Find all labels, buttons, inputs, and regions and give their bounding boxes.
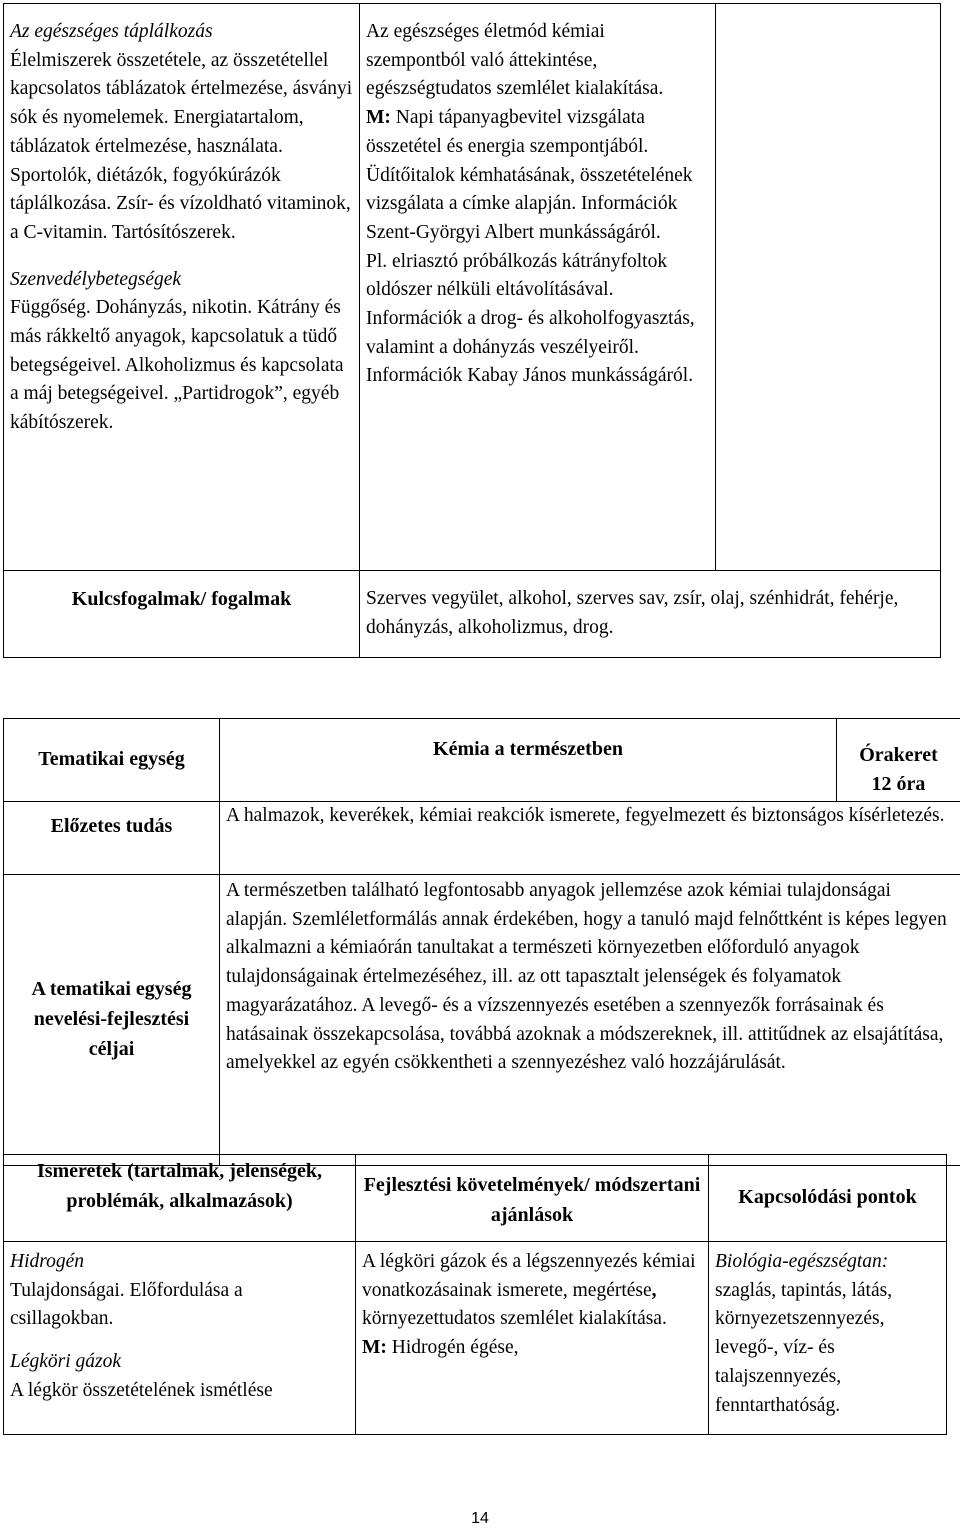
req-text-comma: , — [652, 1280, 657, 1301]
key-concepts-text: Szerves vegyület, alkohol, szerves sav, zsír, olaj, szénhidrát, fehérje, dohányzás, alkoholizmus, drog. — [360, 571, 941, 658]
hours-cell — [837, 719, 960, 802]
goals-text: A természetben található legfontosabb anyagok jellemzése azok kémiai tulajdonságai alapján. Szemléletformálás annak érdekében, hogy a tanuló majd felnőttként is képes legyen alkalmazni a kémiaórán tanultakat a természeti környezetben előforduló anyagok tulajdonságainak értelmezéséhez, ill. az ott tapasztalt jelenségek és folyamatok magyarázatához. A levegő- és a vízszennyezés esetében a szennyezők forrásainak és hatásainak összekapcsolása, továbbá azoknak a módszereknek, ill. attitűdnek az elsajátítása, amelyekkel az egyén csökkentheti a szennyezéshez való hozzájárulását. — [220, 875, 960, 1166]
content-table — [3, 1154, 947, 1435]
requirements-text-b — [362, 1334, 702, 1363]
curriculum-table-continued — [3, 3, 941, 658]
unit-header-row — [4, 719, 960, 802]
requirements-text-a — [362, 1248, 702, 1334]
knowledge-cell — [4, 4, 360, 571]
m-text: Napi tápanyagbevitel vizsgálata összetétel és energia szempontjából. Üdítőitalok kémhatásának, összetételének vizsgálata a címke alapján. Információk Szent-Györgyi Albert munkásságáról. — [366, 107, 693, 243]
hydrogen-text: Tulajdonságai. Előfordulása a csillagokban. — [10, 1277, 349, 1334]
knowledge-cell-2 — [4, 1242, 356, 1435]
unit-title-cell — [220, 719, 837, 802]
page-number: 14 — [0, 1505, 960, 1534]
goals-label — [4, 875, 220, 1166]
section-heading-addiction: Szenvedélybetegségek — [10, 266, 353, 295]
heading-hydrogen: Hidrogén — [10, 1248, 349, 1277]
req-text-a1: A légköri gázok és a légszennyezés kémiai vonatkozásainak ismerete, megértése — [362, 1251, 696, 1301]
requirements-text-3: Pl. elriasztó próbálkozás kátrányfoltok oldószer nélküli eltávolításával. Információk a drog- és alkoholfogyasztás, valamint a dohányzás veszélyeiről. Információk Kabay János munkásságáról. — [366, 248, 709, 392]
requirements-text-2 — [366, 104, 709, 248]
content-row — [4, 4, 941, 571]
section-heading-nutrition: Az egészséges táplálkozás — [10, 18, 353, 47]
requirements-cell — [360, 4, 716, 571]
hours-value: 12 óra — [843, 770, 954, 799]
unit-label — [4, 719, 220, 802]
requirements-cell-2 — [356, 1242, 709, 1435]
content-body-row — [4, 1242, 947, 1435]
atmospheric-gases-text: A légkör összetételének ismétlése — [10, 1377, 349, 1406]
prior-knowledge-label — [4, 802, 220, 875]
heading-atmospheric-gases: Légköri gázok — [10, 1348, 349, 1377]
goals-label-text: A tematikai egység nevelési-fejlesztési céljai — [32, 978, 192, 1059]
goals-row — [4, 875, 960, 1166]
requirements-header-text: Fejlesztési követelmények/ módszertani ajánlások — [364, 1174, 701, 1226]
m-label-2: M: — [362, 1337, 387, 1358]
knowledge-header — [4, 1155, 356, 1242]
nutrition-text: Élelmiszerek összetétele, az összetétellel kapcsolatos táblázatok értelmezése, ásványi sók és nyomelemek. Energiatartalom, táblázatok értelmezése, használata. Sportolók, diétázók, fogyókúrázók táplálkozása. Zsír- és vízoldható vitaminok, a C-vitamin. Tartósítószerek. — [10, 47, 353, 248]
key-concepts-label: Kulcsfogalmak/ fogalmak — [4, 571, 360, 658]
connections-cell-2 — [709, 1242, 947, 1435]
requirements-text-1: Az egészséges életmód kémiai szempontból való áttekintése, egészségtudatos szemlélet kialakítása. — [366, 18, 709, 104]
m-label: M: — [366, 107, 391, 128]
addiction-text: Függőség. Dohányzás, nikotin. Kátrány és más rákkeltő anyagok, kapcsolatuk a tüdő betegségeivel. Alkoholizmus és kapcsolata a máj betegségeivel. „Partidrogok”, egyéb kábítószerek. — [10, 294, 353, 438]
m-text-2: Hidrogén égése, — [387, 1337, 519, 1358]
connections-header — [709, 1155, 947, 1242]
thematic-unit-table — [3, 718, 960, 1166]
prior-knowledge-row — [4, 802, 960, 875]
req-text-a2: környezettudatos szemlélet kialakítása. — [362, 1308, 667, 1329]
unit-label-text: Tematikai egység — [38, 748, 184, 770]
connection-biology-text: szaglás, tapintás, látás, környezetszennyezés, levegő-, víz- és talajszennyezés, fenntarthatóság. — [715, 1277, 940, 1421]
connections-header-text: Kapcsolódási pontok — [738, 1186, 916, 1208]
prior-knowledge-text: A halmazok, keverékek, kémiai reakciók ismerete, fegyelmezett és biztonságos kísérletezés. — [220, 802, 960, 875]
knowledge-header-text: Ismeretek (tartalmak, jelenségek, problémák, alkalmazások) — [37, 1160, 322, 1212]
content-header-row — [4, 1155, 947, 1242]
connection-biology-heading: Biológia-egészségtan: — [715, 1248, 940, 1277]
prior-knowledge-label-text: Előzetes tudás — [51, 815, 173, 837]
key-concepts-row — [4, 571, 941, 658]
hours-label: Órakeret — [843, 741, 954, 770]
connections-cell-empty — [716, 4, 941, 571]
unit-title: Kémia a természetben — [433, 738, 623, 760]
requirements-header — [356, 1155, 709, 1242]
